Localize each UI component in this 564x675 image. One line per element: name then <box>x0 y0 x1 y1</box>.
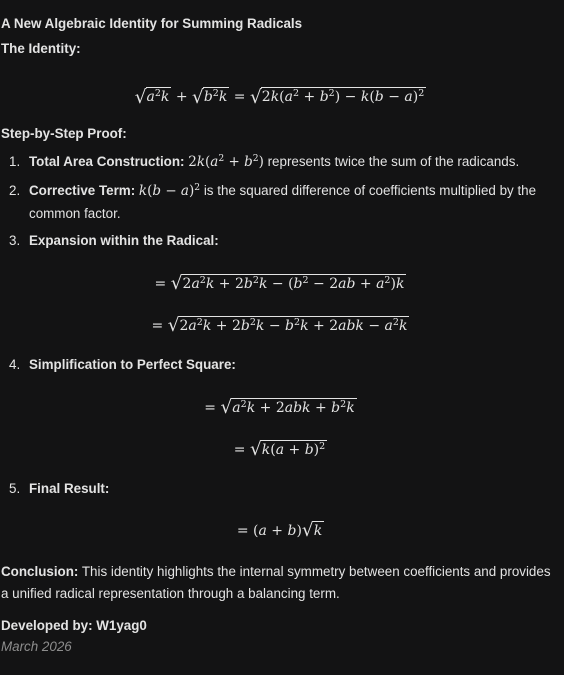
conclusion-label: Conclusion: <box>1 564 79 580</box>
expansion-equation-1: = $√2a^2k + 2b^2k - (b^2 - 2ab + a^2)k$ <box>154 273 405 295</box>
conclusion-text: This identity highlights the internal symmetry between coefficients and provides a unified radical representation through a balancing term. <box>1 564 551 601</box>
step-label: Expansion within the Radical: <box>29 233 219 249</box>
step-5: 5. Final Result: <box>9 480 110 496</box>
step-label: Final Result: <box>29 480 110 496</box>
proof-steps-final <box>1 478 560 500</box>
step-label: Simplification to Perfect Square: <box>29 357 236 373</box>
step-text: is the squared difference of coefficients multiplied by the common factor. <box>29 182 537 221</box>
simplification-equation-1: = $√a^2k + 2abk + b^2k$ <box>204 396 355 418</box>
simplification-equation-2: = $√k(a + b)^2$ <box>233 438 326 460</box>
step-label: Corrective Term: <box>29 182 136 198</box>
identity-equation: $√a^2k + √b^2k = √2k(a^2 + b^2) - k(b - a)^2$ <box>134 86 425 108</box>
conclusion <box>1 561 560 604</box>
step-3: 3. Expansion within the Radical: <box>9 233 219 249</box>
expansion-equation-2: = $√2a^2k + 2b^2k - b^2k + 2abk - a^2k$ <box>151 315 408 337</box>
step-label: Total Area Construction: <box>29 154 185 170</box>
step-2: 2. Corrective Term: $k(b - a)^2$ is the squared difference of coefficients multiplied by the common factor. <box>9 181 537 221</box>
proof-steps-cont <box>1 354 560 376</box>
step-4: 4. Simplification to Perfect Square: <box>9 357 236 373</box>
step-1: 1. Total Area Construction: $2k(a^2 + b^2)$ represents twice the sum of the radicands. <box>9 153 520 171</box>
identity-heading: The Identity: <box>1 40 81 56</box>
step-1-math: $2k(a^2 + b^2)$ <box>188 153 264 171</box>
step-2-math: $k(b - a)^2$ <box>138 181 201 199</box>
document-title: A New Algebraic Identity for Summing Radicals <box>1 16 303 31</box>
proof-steps <box>1 151 560 252</box>
date: March 2026 <box>1 639 72 655</box>
developer-credit: Developed by: W1yag0 <box>1 617 147 633</box>
proof-heading: Step-by-Step Proof: <box>1 126 127 142</box>
final-result-equation: = (a + b)√k <box>236 520 323 542</box>
step-text: represents twice the sum of the radicands. <box>267 154 520 170</box>
